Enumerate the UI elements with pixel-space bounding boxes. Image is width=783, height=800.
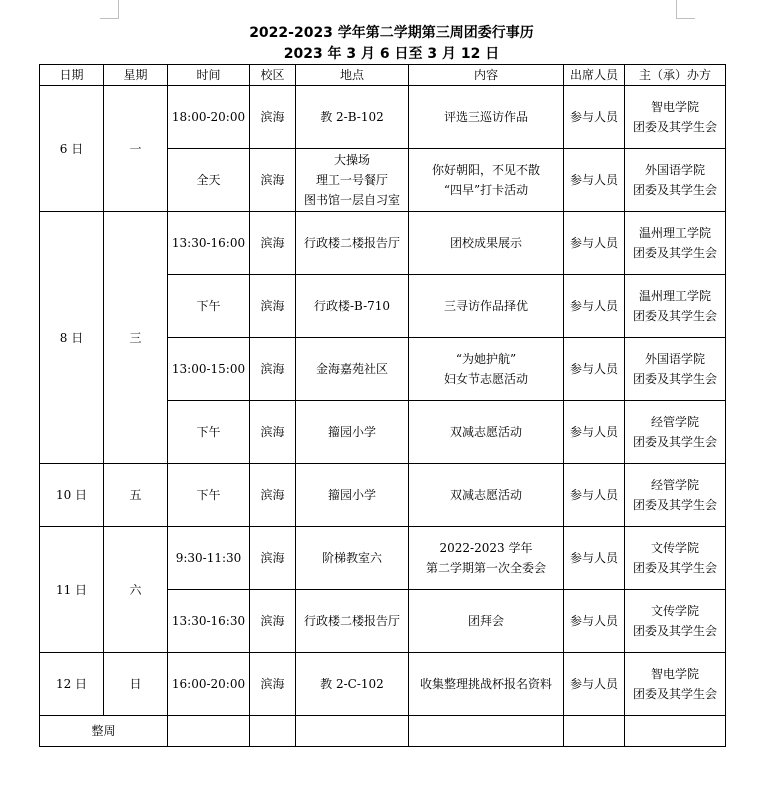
- place-cell-line: 图书馆一层自习室: [303, 193, 400, 207]
- organizer-cell: [625, 338, 726, 401]
- organizer-cell-line: 经管学院: [650, 478, 699, 492]
- campus-cell: 滨海: [250, 149, 296, 212]
- attendees-cell: 参与人员: [564, 401, 625, 464]
- organizer-cell-line: 团委及其学生会: [632, 309, 717, 323]
- time-cell: 13:30-16:30: [168, 590, 250, 653]
- table-body: [40, 86, 726, 716]
- content-cell: [409, 212, 564, 275]
- content-cell: [409, 401, 564, 464]
- table-row: [40, 464, 726, 527]
- campus-cell: 滨海: [250, 275, 296, 338]
- organizer-cell: [625, 149, 726, 212]
- attendees-cell: 参与人员: [564, 212, 625, 275]
- place-cell-line: 阶梯教室六: [321, 551, 382, 565]
- header-weekday: 星期: [104, 65, 168, 86]
- time-cell: 下午: [168, 275, 250, 338]
- content-cell-line: 双减志愿活动: [449, 488, 522, 502]
- campus-cell: 滨海: [250, 464, 296, 527]
- organizer-cell: [625, 212, 726, 275]
- time-cell: 18:00-20:00: [168, 86, 250, 149]
- organizer-cell: [625, 527, 726, 590]
- content-cell: [409, 527, 564, 590]
- content-cell: [409, 86, 564, 149]
- content-cell: [409, 464, 564, 527]
- date-cell: 11 日: [40, 527, 104, 653]
- header-time: 时间: [168, 65, 250, 86]
- campus-cell: 滨海: [250, 590, 296, 653]
- time-cell: 下午: [168, 401, 250, 464]
- content-cell-line: 你好朝阳，不见不散: [431, 163, 540, 177]
- place-cell-line: 教 2-B-102: [320, 110, 384, 124]
- campus-cell: 滨海: [250, 527, 296, 590]
- organizer-cell-line: 外国语学院: [644, 352, 705, 366]
- attendees-cell: 参与人员: [564, 275, 625, 338]
- footer-cell: [409, 716, 564, 747]
- table-row: [40, 212, 726, 275]
- time-cell: 13:00-15:00: [168, 338, 250, 401]
- footer-row: [40, 716, 726, 747]
- weekday-cell: 一: [104, 86, 168, 212]
- time-cell: 下午: [168, 464, 250, 527]
- place-cell: [296, 275, 409, 338]
- document-title: 2022-2023 学年第二学期第三周团委行事历: [249, 25, 534, 41]
- place-cell: [296, 86, 409, 149]
- place-cell-line: 行政楼-B-710: [313, 299, 391, 313]
- place-cell-line: 行政楼二楼报告厅: [303, 614, 400, 628]
- place-cell: [296, 338, 409, 401]
- document-subtitle: 2023 年 3 月 6 日至 3 月 12 日: [283, 46, 500, 62]
- organizer-cell-line: 团委及其学生会: [632, 120, 717, 134]
- date-cell: 6 日: [40, 86, 104, 212]
- campus-cell: 滨海: [250, 212, 296, 275]
- organizer-cell: [625, 275, 726, 338]
- content-cell-line: 第二学期第一次全委会: [425, 561, 546, 575]
- organizer-cell-line: 温州理工学院: [638, 226, 711, 240]
- organizer-cell-line: 团委及其学生会: [632, 624, 717, 638]
- weekday-cell: 三: [104, 212, 168, 464]
- header-place: 地点: [296, 65, 409, 86]
- date-cell: 12 日: [40, 653, 104, 716]
- campus-cell: 滨海: [250, 86, 296, 149]
- attendees-cell: 参与人员: [564, 527, 625, 590]
- organizer-cell-line: 经管学院: [650, 415, 699, 429]
- footer-cell: [296, 716, 409, 747]
- organizer-cell: [625, 86, 726, 149]
- organizer-cell: [625, 590, 726, 653]
- header-row: [40, 65, 726, 86]
- footer-cell: [625, 716, 726, 747]
- footer-cell: [250, 716, 296, 747]
- place-cell: [296, 149, 409, 212]
- place-cell: [296, 527, 409, 590]
- organizer-cell-line: 文传学院: [650, 604, 699, 618]
- organizer-cell-line: 文传学院: [650, 541, 699, 555]
- content-cell-line: 团校成果展示: [449, 236, 522, 250]
- footer-cell: [564, 716, 625, 747]
- content-cell-line: 团拜会: [467, 614, 504, 628]
- organizer-cell-line: 团委及其学生会: [632, 435, 717, 449]
- organizer-cell-line: 智电学院: [650, 100, 699, 114]
- organizer-cell: [625, 464, 726, 527]
- table-row: [40, 527, 726, 590]
- content-cell: [409, 590, 564, 653]
- content-cell-line: 妇女节志愿活动: [443, 372, 528, 386]
- organizer-cell-line: 外国语学院: [644, 163, 705, 177]
- time-cell: 9:30-11:30: [168, 527, 250, 590]
- footer-cell: [168, 716, 250, 747]
- table-row: [40, 86, 726, 149]
- page-corner-mark-left: [100, 0, 119, 19]
- content-cell: [409, 275, 564, 338]
- content-cell: [409, 653, 564, 716]
- organizer-cell-line: 团委及其学生会: [632, 183, 717, 197]
- weekday-cell: 五: [104, 464, 168, 527]
- header-content: 内容: [409, 65, 564, 86]
- content-cell-line: 评选三巡访作品: [443, 110, 528, 124]
- attendees-cell: 参与人员: [564, 653, 625, 716]
- time-cell: 13:30-16:00: [168, 212, 250, 275]
- attendees-cell: 参与人员: [564, 590, 625, 653]
- content-cell-line: 双减志愿活动: [449, 425, 522, 439]
- organizer-cell-line: 团委及其学生会: [632, 246, 717, 260]
- organizer-cell: [625, 401, 726, 464]
- time-cell: 全天: [168, 149, 250, 212]
- content-cell-line: “为她护航”: [455, 352, 517, 366]
- place-cell: [296, 401, 409, 464]
- place-cell-line: 籀园小学: [327, 488, 376, 502]
- header-attendees: 出席人员: [564, 65, 625, 86]
- campus-cell: 滨海: [250, 653, 296, 716]
- organizer-cell-line: 团委及其学生会: [632, 372, 717, 386]
- place-cell-line: 大操场: [333, 153, 370, 167]
- footer-label: 整周: [40, 716, 168, 747]
- place-cell-line: 行政楼二楼报告厅: [303, 236, 400, 250]
- attendees-cell: 参与人员: [564, 338, 625, 401]
- weekday-cell: 六: [104, 527, 168, 653]
- header-date: 日期: [40, 65, 104, 86]
- place-cell: [296, 212, 409, 275]
- place-cell-line: 金海嘉苑社区: [315, 362, 388, 376]
- content-cell: [409, 338, 564, 401]
- content-cell-line: 2022-2023 学年: [439, 541, 533, 555]
- time-cell: 16:00-20:00: [168, 653, 250, 716]
- attendees-cell: 参与人员: [564, 86, 625, 149]
- attendees-cell: 参与人员: [564, 149, 625, 212]
- content-cell: [409, 149, 564, 212]
- organizer-cell: [625, 653, 726, 716]
- organizer-cell-line: 团委及其学生会: [632, 498, 717, 512]
- page-corner-mark-right: [676, 0, 695, 19]
- content-cell-line: “四早”打卡活动: [443, 183, 529, 197]
- table-row: [40, 653, 726, 716]
- place-cell: [296, 653, 409, 716]
- organizer-cell-line: 温州理工学院: [638, 289, 711, 303]
- place-cell-line: 教 2-C-102: [320, 677, 384, 691]
- content-cell-line: 三寻访作品择优: [443, 299, 528, 313]
- schedule-table: [39, 64, 726, 747]
- attendees-cell: 参与人员: [564, 464, 625, 527]
- weekday-cell: 日: [104, 653, 168, 716]
- content-cell-line: 收集整理挑战杯报名资料: [419, 677, 552, 691]
- date-cell: 8 日: [40, 212, 104, 464]
- header-organizer: 主（承）办方: [625, 65, 726, 86]
- organizer-cell-line: 团委及其学生会: [632, 687, 717, 701]
- organizer-cell-line: 团委及其学生会: [632, 561, 717, 575]
- campus-cell: 滨海: [250, 401, 296, 464]
- date-cell: 10 日: [40, 464, 104, 527]
- place-cell: [296, 590, 409, 653]
- organizer-cell-line: 智电学院: [650, 667, 699, 681]
- table-header: [40, 65, 726, 86]
- place-cell-line: 籀园小学: [327, 425, 376, 439]
- header-campus: 校区: [250, 65, 296, 86]
- campus-cell: 滨海: [250, 338, 296, 401]
- place-cell-line: 理工一号餐厅: [315, 173, 388, 187]
- place-cell: [296, 464, 409, 527]
